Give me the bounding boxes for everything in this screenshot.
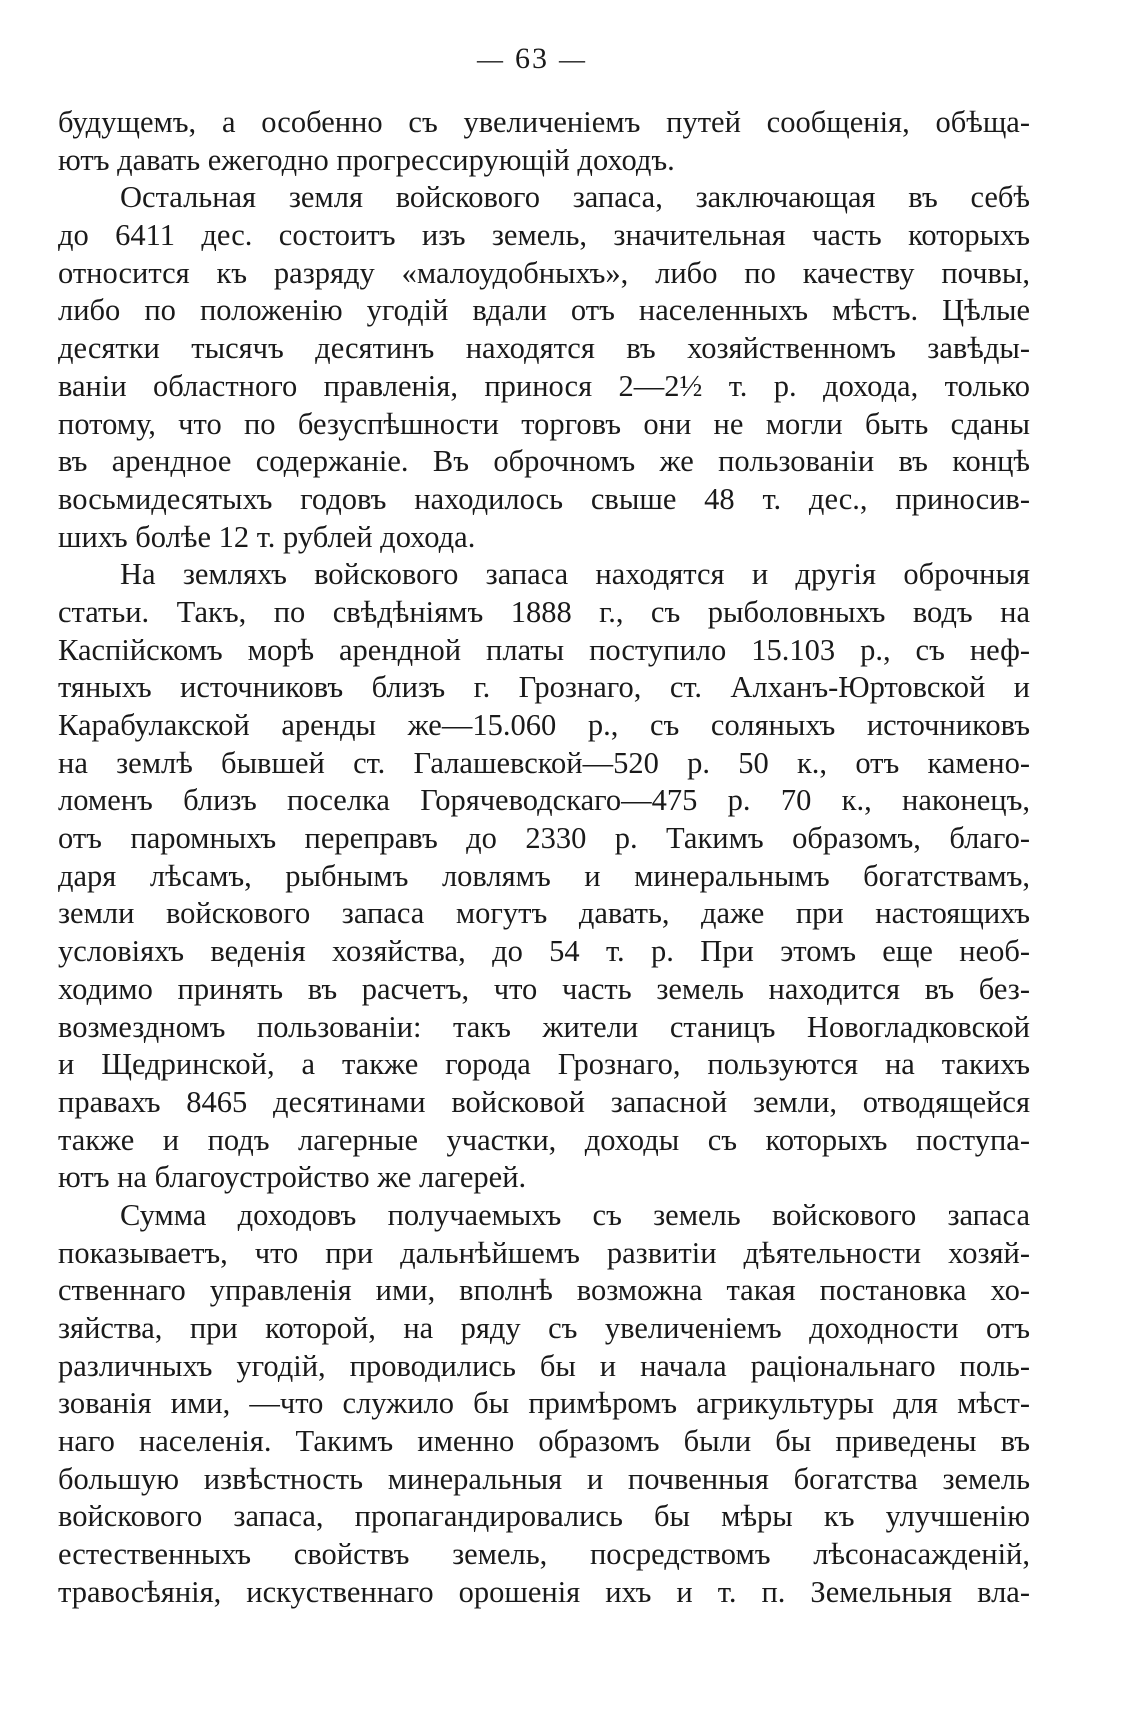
text-line: Остальная земля войскового запаса, заключающая въ себѣ xyxy=(120,180,1030,215)
text-line: на землѣ бывшей ст. Галашевской—520 р. 50 к., отъ камено- xyxy=(58,745,1030,780)
text-line: ственнаго управленія ими, вполнѣ возможна такая постановка хо- xyxy=(58,1273,1030,1308)
text-line: ваніи областного правленія, принося 2—2½ т. р. дохода, только xyxy=(58,368,1030,403)
text-line: ютъ на благоустройство же лагерей. xyxy=(58,1160,527,1195)
text-line: земли войскового запаса могутъ давать, даже при настоящихъ xyxy=(58,896,1030,931)
text-line: и Щедринской, а также города Грознаго, пользуются на такихъ xyxy=(58,1047,1030,1082)
text-line: зяйства, при которой, на ряду съ увеличеніемъ доходности отъ xyxy=(58,1311,1030,1345)
text-line: даря лѣсамъ, рыбнымъ ловлямъ и минеральнымъ богатствамъ, xyxy=(58,858,1030,893)
text-line: показываетъ, что при дальнѣйшемъ развитіи дѣятельности хозяй- xyxy=(58,1235,1030,1270)
text-line: будущемъ, а особенно съ увеличеніемъ путей сообщенія, обѣща- xyxy=(58,105,1030,139)
text-line: десятки тысячъ десятинъ находятся въ хозяйственномъ завѣды- xyxy=(58,331,1030,366)
page-number-dash-left: — xyxy=(477,45,505,74)
text-line: ютъ давать ежегодно прогрессирующій доходъ. xyxy=(58,142,675,177)
text-line: потому, что по безуспѣшности торговъ они не могли быть сданы xyxy=(58,406,1030,441)
page-number: 63 xyxy=(515,42,549,75)
text-line: возмездномъ пользованіи: такъ жители станицъ Новогладковской xyxy=(58,1009,1030,1044)
text-line: статьи. Такъ, по свѣдѣніямъ 1888 г., съ рыболовныхъ водъ на xyxy=(58,594,1030,629)
text-line: тяныхъ источниковъ близъ г. Грознаго, ст. Алханъ-Юртовской и xyxy=(58,670,1030,705)
text-line: условіяхъ веденія хозяйства, до 54 т. р. При этомъ еще необ- xyxy=(58,934,1030,969)
text-line: относится къ разряду «малоудобныхъ», либо по качеству почвы, xyxy=(58,255,1030,290)
text-line: также и подъ лагерные участки, доходы съ которыхъ поступа- xyxy=(58,1122,1030,1157)
text-line: Сумма доходовъ получаемыхъ съ земель войскового запаса xyxy=(120,1197,1030,1232)
text-line: наго населенія. Такимъ именно образомъ были бы приведены въ xyxy=(58,1424,1030,1459)
page-number-header xyxy=(0,42,1102,76)
text-line: ломенъ близъ поселка Горячеводскаго—475 р. 70 к., наконецъ, xyxy=(58,783,1030,818)
text-line: Карабулакской аренды же—15.060 р., съ соляныхъ источниковъ xyxy=(58,708,1030,742)
text-line: отъ паромныхъ переправъ до 2330 р. Такимъ образомъ, благо- xyxy=(58,821,1030,856)
page-number-dash-right: — xyxy=(559,45,587,74)
text-line: правахъ 8465 десятинами войсковой запасной земли, отводящейся xyxy=(58,1084,1030,1119)
text-line: На земляхъ войскового запаса находятся и другія оброчныя xyxy=(120,557,1030,592)
text-line: либо по положенію угодій вдали отъ населенныхъ мѣстъ. Цѣлые xyxy=(58,293,1030,328)
text-line: травосѣянія, искуственнаго орошенія ихъ и т. п. Земельныя вла- xyxy=(58,1574,1030,1609)
text-line: до 6411 дес. состоитъ изъ земель, значительная часть которыхъ xyxy=(58,218,1030,253)
text-line: восьмидесятыхъ годовъ находилось свыше 48 т. дес., приносив- xyxy=(58,481,1030,516)
body-text xyxy=(58,104,1030,1612)
text-line: естественныхъ свойствъ земель, посредствомъ лѣсонасажденій, xyxy=(58,1537,1030,1572)
text-line: зованія ими, —что служило бы примѣромъ агрикультуры для мѣст- xyxy=(58,1386,1030,1421)
text-line: ходимо принять въ расчетъ, что часть земель находится въ без- xyxy=(58,971,1030,1006)
text-line: большую извѣстность минеральныя и почвенныя богатства земель xyxy=(58,1461,1030,1496)
text-line: Каспійскомъ морѣ арендной платы поступило 15.103 р., съ неф- xyxy=(58,632,1030,667)
text-line: различныхъ угодій, проводились бы и начала раціональнаго поль- xyxy=(58,1348,1030,1383)
text-line: войскового запаса, пропагандировались бы мѣры къ улучшенію xyxy=(58,1499,1030,1534)
text-line: шихъ болѣе 12 т. рублей дохода. xyxy=(58,519,476,554)
text-line: въ арендное содержаніе. Въ оброчномъ же пользованіи въ концѣ xyxy=(58,444,1030,479)
